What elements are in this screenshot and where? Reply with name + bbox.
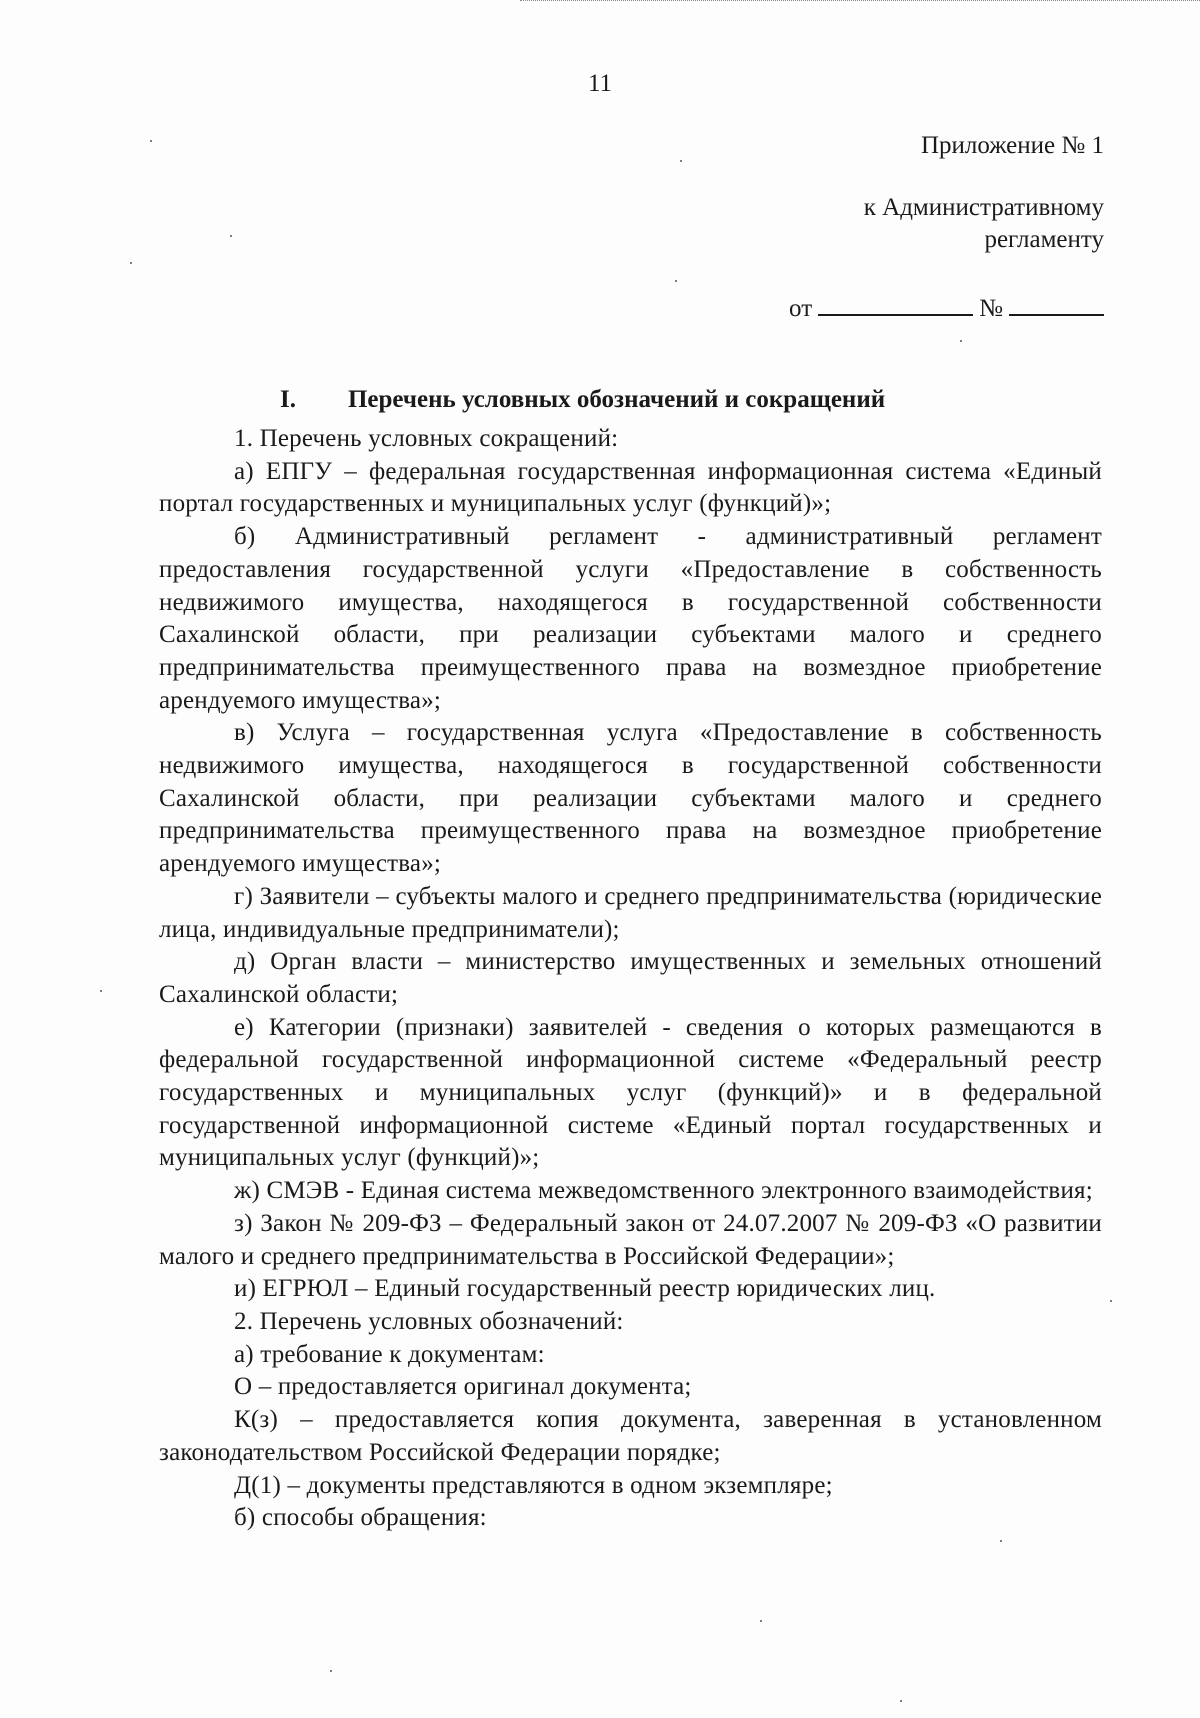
number-sign: № xyxy=(979,295,1003,322)
appendix-date-line xyxy=(789,292,1104,323)
scan-artifact-rule xyxy=(520,0,1200,4)
section-heading xyxy=(280,386,885,414)
scan-speck xyxy=(680,160,682,162)
appendix-reference-line-2: регламенту xyxy=(984,226,1104,253)
scan-speck xyxy=(900,1700,902,1702)
date-prefix: от xyxy=(789,295,813,322)
paragraph: а) ЕПГУ – федеральная государственная информационная система «Единый портал государственных и муниципальных услуг (функций)»; xyxy=(159,457,1102,518)
scan-speck xyxy=(230,235,232,237)
body-text xyxy=(159,423,1102,1535)
paragraph: 2. Перечень условных обозначений: xyxy=(234,1307,624,1335)
paragraph: 1. Перечень условных сокращений: xyxy=(234,425,619,452)
paragraph: и) ЕГРЮЛ – Единый государственный реестр юридических лиц. xyxy=(234,1275,936,1303)
number-blank xyxy=(1009,292,1104,316)
paragraph: в) Услуга – государственная услуга «Предоставление в собственность недвижимого имущества, находящегося в государственной собственности Сахалинской области, при реализации субъектами малого и среднего предпринимательства преимущественного права на возмездное приобретение арендуемого имущества»; xyxy=(159,719,1102,878)
scan-speck xyxy=(675,280,677,282)
scan-speck xyxy=(330,1670,332,1672)
section-title: Перечень условных обозначений и сокращений xyxy=(347,386,886,413)
scan-speck xyxy=(1000,1540,1002,1542)
paragraph: О – предоставляется оригинал документа; xyxy=(234,1373,692,1401)
paragraph: г) Заявители – субъекты малого и среднего предпринимательства (юридические лица, индивидуальные предприниматели); xyxy=(159,882,1102,943)
paragraph: е) Категории (признаки) заявителей - сведения о которых размещаются в федеральной государственной информационной системе «Федеральный реестр государственных и муниципальных услуг (функций)» и в федеральной государственной информационной системе «Единый портал государственных и муниципальных услуг (функций)»; xyxy=(159,1013,1102,1172)
paragraph: д) Орган власти – министерство имущественных и земельных отношений Сахалинской области; xyxy=(159,948,1102,1008)
scan-speck xyxy=(760,1620,762,1622)
paragraph: б) способы обращения: xyxy=(234,1504,487,1532)
paragraph: ж) СМЭВ - Единая система межведомственного электронного взаимодействия; xyxy=(234,1177,1093,1205)
scan-speck xyxy=(150,140,152,142)
paragraph: з) Закон № 209-ФЗ – Федеральный закон от 24.07.2007 № 209-ФЗ «О развитии малого и среднего предпринимательства в Российской Федерации»; xyxy=(159,1209,1102,1270)
appendix-title: Приложение № 1 xyxy=(920,132,1104,159)
section-numeral: I. xyxy=(280,386,296,413)
scan-speck xyxy=(130,262,132,264)
appendix-reference xyxy=(864,192,1104,256)
scan-speck xyxy=(960,340,962,342)
date-blank xyxy=(818,292,973,316)
paragraph: б) Административный регламент - административный регламент предоставления государственной услуги «Предоставление в собственность недвижимого имущества, находящегося в государственной собственности Сахалинской области, при реализации субъектами малого и среднего предпринимательства преимущественного права на возмездное приобретение арендуемого имущества»; xyxy=(159,523,1102,714)
appendix-reference-line-1: к Административному xyxy=(863,194,1104,221)
paragraph: а) требование к документам: xyxy=(234,1340,545,1368)
paragraph: Д(1) – документы представляются в одном экземпляре; xyxy=(234,1471,833,1499)
scan-speck xyxy=(100,990,102,992)
paragraph: К(з) – предоставляется копия документа, заверенная в установленном законодательством Российской Федерации порядке; xyxy=(159,1406,1102,1466)
page-number: 11 xyxy=(587,70,613,97)
scan-speck xyxy=(1110,1300,1112,1302)
